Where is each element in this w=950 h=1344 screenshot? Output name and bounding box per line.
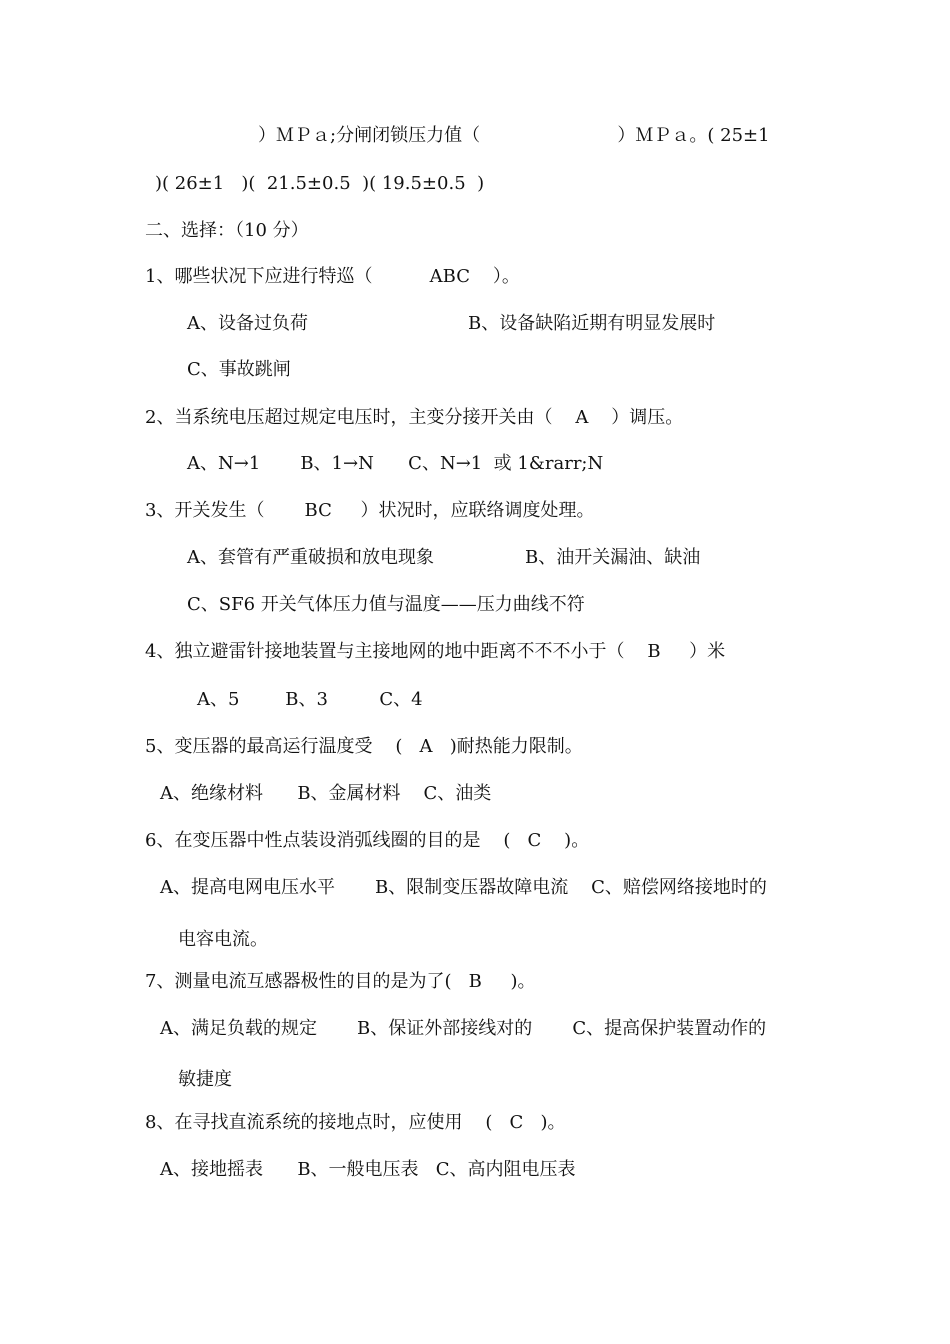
q8-options: A、接地摇表 B、一般电压表 C、高内阻电压表 [160, 1159, 576, 1180]
line-pressure-values-2: )( 26±1 )( 21.5±0.5 )( 19.5±0.5 ) [155, 173, 485, 194]
section-heading-choice: 二、选择：（10 分） [145, 220, 309, 241]
q6-options-cont: 电容电流。 [178, 929, 268, 950]
question-8: 8、在寻找直流系统的接地点时，应使用 ( C )。 [145, 1112, 566, 1133]
question-1: 1、哪些状况下应进行特巡（ ABC ）。 [145, 266, 520, 287]
question-4: 4、独立避雷针接地装置与主接地网的地中距离不不不小于（ B ）米 [145, 641, 726, 662]
q3-option-b: B、油开关漏油、缺油 [525, 547, 701, 568]
question-6: 6、在变压器中性点装设消弧线圈的目的是 ( C )。 [145, 830, 590, 851]
q1-option-a: A、设备过负荷 [187, 313, 308, 334]
q1-option-c: C、事故跳闸 [187, 359, 291, 380]
question-5: 5、变压器的最高运行温度受 ( A )耐热能力限制。 [145, 736, 583, 757]
q6-options: A、提高电网电压水平 B、限制变压器故障电流 C、赔偿网络接地时的 [160, 877, 767, 898]
q5-options: A、绝缘材料 B、金属材料 C、油类 [160, 783, 492, 804]
q2-options: A、N→1 B、1→N C、N→1 或 1&rarr;N [187, 453, 604, 474]
q3-option-c: C、SF6 开关气体压力值与温度——压力曲线不符 [187, 594, 585, 615]
q3-option-a: A、套管有严重破损和放电现象 [187, 547, 434, 568]
question-2: 2、当系统电压超过规定电压时，主变分接开关由（ A ）调压。 [145, 407, 684, 428]
q4-options: A、5 B、3 C、4 [197, 689, 423, 710]
line-pressure-values-1: ）ＭＰａ;分闸闭锁压力值（ ）ＭＰａ。( 25±1 [258, 125, 770, 146]
question-3: 3、开关发生（ BC ）状况时，应联络调度处理。 [145, 500, 595, 521]
question-7: 7、测量电流互感器极性的目的是为了( B )。 [145, 971, 536, 992]
q1-option-b: B、设备缺陷近期有明显发展时 [468, 313, 716, 334]
q7-options-cont: 敏捷度 [178, 1069, 232, 1090]
q7-options: A、满足负载的规定 B、保证外部接线对的 C、提高保护装置动作的 [160, 1018, 767, 1039]
